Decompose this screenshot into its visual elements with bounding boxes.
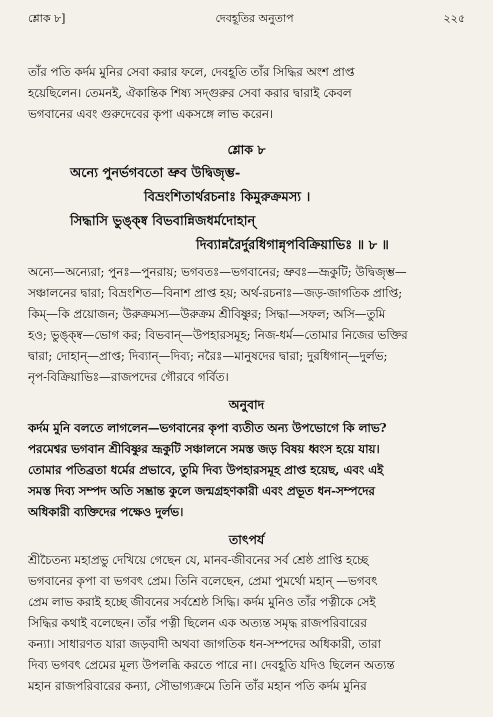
- purport-line: দিব্য ভগবৎ প্রেমের মূল্য উপলব্ধি করতে পারে না। দেবহূতি যদিও ছিলেন অত্যন্ত: [28, 658, 395, 672]
- synonym-line: কিম্—কি প্রয়োজন; উরুক্রমস্য—উরুক্রম শ্রীবিষ্ণুর; সিদ্ধা—সফল; অসি—তুমি: [28, 307, 386, 321]
- header-verse-ref: শ্লোক ৮]: [28, 12, 66, 25]
- translation-paragraph: [28, 418, 467, 523]
- translation-line: কর্দম মুনি বলতে লাগলেন—ভগবানের কৃপা ব্যতীত অন্য উপভোগে কি লাভ?: [28, 421, 387, 435]
- text-line: তাঁর পতি কর্দম মুনির সেবা করার ফলে, দেবহূতি তাঁর সিদ্ধির অংশ প্রাপ্ত: [28, 65, 355, 79]
- purport-line: মহান রাজপরিবারের কন্যা, সৌভাগ্যক্রমে তিনি তাঁর মহান পতি কর্দম মুনির: [28, 679, 367, 693]
- purport-line: প্রেম লাভ করাই হচ্ছে জীবনের সর্বশ্রেষ্ঠ সিদ্ধি। কর্দম মুনিও তাঁর পত্নীকে সেই: [28, 595, 376, 609]
- header-page-number: ২২৫: [443, 12, 465, 25]
- translation-heading: অনুবাদ: [228, 397, 265, 412]
- purport-line: ভগবানের কৃপা বা ভগবৎ প্রেম। তিনি বলেছেন, প্রেমা পুমর্থো মহান্ —ভগবৎ: [28, 574, 378, 588]
- verse-heading: শ্লোক ৮: [227, 142, 266, 157]
- text-line: ভগবানের এবং গুরুদেবের কৃপা একসঙ্গে লাভ করেন।: [28, 107, 274, 121]
- purport-line: শ্রীচৈতন্য মহাপ্রভু দেখিয়ে গেছেন যে, মানব-জীবনের সর্ব শ্রেষ্ঠ প্রাপ্তি হচ্ছে: [28, 553, 369, 567]
- purport-paragraph: [28, 550, 467, 697]
- verse-line: অন্যে পুনর্ভগবতো ভ্রুব উদ্বিজৃম্ভ-: [70, 166, 241, 181]
- sanskrit-verse: [28, 162, 467, 258]
- text-line: হয়েছিলেন। তেমনই, ঐকান্তিক শিষ্য সদ্গুরুর সেবা করার দ্বারাই কেবল: [28, 86, 352, 100]
- synonym-line: হও; ভুঙ্ক্ষ্ব—ভোগ কর; বিভবান্—উপহারসমূহ; নিজ-ধর্ম—তোমার নিজের ভক্তির: [28, 328, 408, 342]
- synonym-line: নৃপ-বিক্রিয়াভিঃ—রাজপদের গৌরবে গর্বিত।: [28, 370, 229, 384]
- synonym-line: সঞ্চালনের দ্বারা; বিভ্রংশিত—বিনাশ প্রাপ্ত হয়; অর্থ-রচনাঃ—জড়-জাগতিক প্রাপ্তি;: [28, 286, 403, 300]
- word-synonyms: [28, 262, 467, 388]
- header-chapter-title: দেবহূতির অনুতাপ: [215, 12, 294, 25]
- intro-paragraph: [28, 62, 467, 125]
- verse-line: বিভ্রংশিতার্থরচনাঃ কিমুরুক্রমস্য ।: [144, 190, 311, 205]
- translation-line: পরমেশ্বর ভগবান শ্রীবিষ্ণুর ভ্রূকুটি সঞ্চালনে সমস্ত জড় বিষয় ধ্বংস হয়ে যায়।: [28, 442, 380, 456]
- running-header: [28, 10, 465, 29]
- synonym-line: অন্যে—অন্যেরা; পুনঃ—পুনরায়; ভগবতঃ—ভগবানের; ভ্রুবঃ—ভ্রূকুটি; উদ্বিজৃম্ভ—: [28, 265, 407, 279]
- translation-line: তোমার পতিব্রতা ধর্মের প্রভাবে, তুমি দিব্য উপহারসমূহ প্রাপ্ত হয়েছ, এবং এই: [28, 463, 384, 477]
- verse-line: দিব্যান্নরৈর্দুরধিগান্নৃপবিক্রিয়াভিঃ ॥ ৮ ॥: [196, 238, 389, 253]
- synonym-line: দ্বারা; দোহান্—প্রাপ্ত; দিব্যান্—দিব্য; নরৈঃ—মানুষদের দ্বারা; দুরধিগান্—দুর্লভ;: [28, 349, 388, 363]
- purport-line: কন্যা। সাধারণত যারা জড়বাদী অথবা জাগতিক ধন-সম্পদের অধিকারী, তারা: [28, 637, 381, 651]
- purport-heading: তাৎপর্য: [228, 532, 265, 547]
- verse-line: সিদ্ধাসি ভুঙ্ক্ষ্ব বিভবান্নিজধর্মদোহান্: [70, 214, 256, 229]
- translation-line: সমস্ত দিব্য সম্পদ অতি সম্ভ্রান্ত কুলে জন্মগ্রহণকারী এবং প্রভূত ধন-সম্পদের: [28, 484, 375, 498]
- translation-line: অধিকারী ব্যক্তিদের পক্ষেও দুর্লভ।: [28, 505, 184, 519]
- purport-line: সিদ্ধির কথাই বলেছেন। তাঁর পত্নী ছিলেন এক অত্যন্ত সমৃদ্ধ রাজপরিবারের: [28, 616, 367, 630]
